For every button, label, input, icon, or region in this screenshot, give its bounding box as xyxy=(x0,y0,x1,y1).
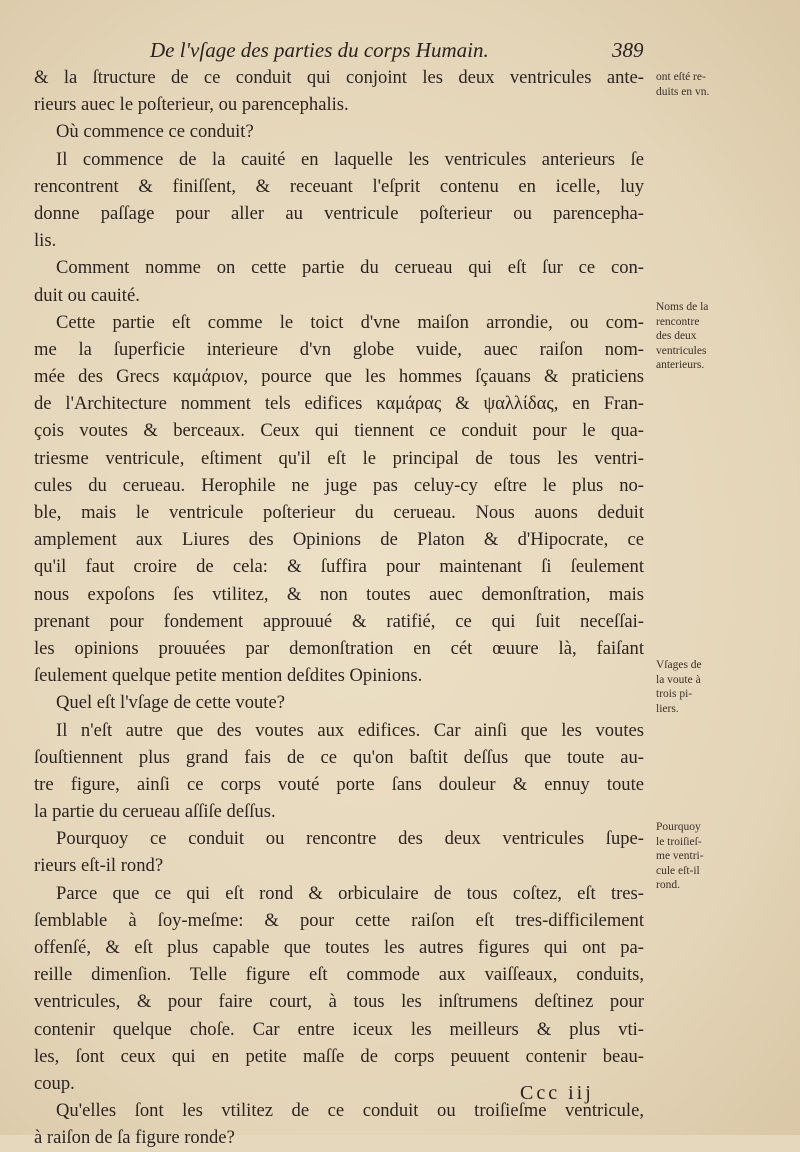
page-number: 389 xyxy=(612,38,644,62)
text-line: cules du cerueau. Herophile ne juge pas celuy-cy eſtre le plus no- xyxy=(34,474,644,496)
text-line: çois voutes & berceaux. Ceux qui tiennent ce conduit pour le qua- xyxy=(34,420,644,442)
text-line: amplement aux Liures des Opinions de Platon & d'Hipocrate, ce xyxy=(34,529,644,551)
text-line: offenſé, & eſt plus capable que toutes les autres figures qui ont pa- xyxy=(34,937,644,958)
text-line: Parce que ce qui eſt rond & orbiculaire de tous coſtez, eſt tres- xyxy=(56,882,644,904)
text-line: la partie du cerueau aſſiſe deſſus. xyxy=(34,801,276,823)
text-line: mée des Grecs καμάριον, pource que les hommes ſçauans & praticiens xyxy=(34,366,644,388)
text-line: ſeulement quelque petite mention deſdites Opinions. xyxy=(34,665,423,687)
margin-note-line: rencontre xyxy=(656,315,700,328)
margin-note-line: Noms de la xyxy=(656,301,709,313)
margin-note-line: trois pi- xyxy=(656,688,693,700)
text-line: nous expoſons ſes vtilitez, & non toutes auec demonſtration, mais xyxy=(34,583,644,605)
margin-note-line: Pourquoy xyxy=(656,821,701,833)
margin-note-1 xyxy=(656,70,766,99)
text-line: ſouſtiennent plus grand fais de ce qu'on baſtit deſſus que toute au- xyxy=(34,746,644,768)
text-line: Cette partie eſt comme le toict d'vne maiſon arrondie, ou com- xyxy=(56,311,644,333)
margin-note-line: rond. xyxy=(656,879,680,891)
signature-mark: Ccc iij xyxy=(520,1082,594,1104)
text-line: les, ſont ceux qui en petite maſſe de corps peuuent contenir beau- xyxy=(34,1045,644,1067)
text-line: coup. xyxy=(34,1072,75,1094)
margin-note-line: ventricules xyxy=(656,344,707,357)
margin-note-line: des deux xyxy=(656,330,697,342)
margin-note-line: la voute à xyxy=(656,673,701,686)
margin-note-line: le troiſieſ- xyxy=(656,835,702,848)
text-line: & la ſtructure de ce conduit qui conjoint les deux ventricules ante- xyxy=(34,67,644,88)
text-line: ventricules, & pour faire court, à tous les inſtrumens deſtinez pour xyxy=(34,991,644,1013)
text-line: Où commence ce conduit? xyxy=(56,121,254,143)
text-line: Comment nomme on cette partie du cerueau qui eſt ſur ce con- xyxy=(56,257,644,279)
text-line: Quel eſt l'vſage de cette voute? xyxy=(56,692,285,714)
text-line: me la ſuperficie interieure d'vn globe vuide, auec raiſon nom- xyxy=(34,338,644,360)
running-head: De l'vſage des parties du corps Humain. xyxy=(150,38,489,62)
margin-note-line: liers. xyxy=(656,702,679,715)
text-line: qu'il faut croire de cela: & ſuffira pour maintenant ſi ſeulement xyxy=(34,556,644,578)
text-line: ble, mais le ventricule poſterieur du cerueau. Nous auons deduit xyxy=(34,502,644,523)
margin-note-line: me ventri- xyxy=(656,850,704,862)
text-line: reille dimenſion. Telle figure eſt commode aux vaiſſeaux, conduits, xyxy=(34,964,644,986)
text-line: rencontrent & finiſſent, & receuant l'eſprit contenu en icelle, luy xyxy=(34,175,644,197)
text-line: de l'Architecture nomment tels edifices καμάρας & ψαλλίδας, en Fran- xyxy=(34,393,644,415)
text-line: rieurs eſt-il rond? xyxy=(34,855,164,877)
text-line: Il commence de la cauité en laquelle les ventricules anterieurs ſe xyxy=(56,148,644,170)
text-line: Qu'elles ſont les vtilitez de ce conduit ou troiſieſme ventricule, xyxy=(56,1100,644,1122)
text-line: ſemblable à ſoy-meſme: & pour cette raiſon eſt tres-difficilement xyxy=(34,909,644,931)
text-line: triesme ventricule, eſtiment qu'il eſt le principal de tous les ventri- xyxy=(34,447,644,469)
text-line: tre figure, ainſi ce corps vouté porte ſans douleur & ennuy toute xyxy=(34,773,644,795)
margin-note-2 xyxy=(656,300,766,373)
text-line: à raiſon de ſa figure ronde? xyxy=(34,1127,235,1149)
body-text xyxy=(34,64,644,1152)
margin-note-4 xyxy=(656,820,766,893)
margin-note-line: duits en vn. xyxy=(656,85,710,98)
text-line: lis. xyxy=(34,230,57,252)
text-line: duit ou cauité. xyxy=(34,284,140,306)
text-line: donne paſſage pour aller au ventricule poſterieur ou parencepha- xyxy=(34,202,644,224)
text-line: prenant pour fondement approuué & ratifié, ce qui ſuit neceſſai- xyxy=(34,610,644,632)
text-line: rieurs auec le poſterieur, ou parencephalis. xyxy=(34,94,349,116)
margin-note-line: Vſages de xyxy=(656,659,702,671)
margin-note-3 xyxy=(656,658,766,716)
margin-note-line: cule eſt-il xyxy=(656,864,700,877)
text-line: contenir quelque choſe. Car entre iceux les meilleurs & plus vti- xyxy=(34,1018,644,1040)
margin-note-line: anterieurs. xyxy=(656,359,705,371)
text-line: les opinions prouuées par demonſtration en cét œuure là, faiſant xyxy=(34,637,644,659)
text-line: Pourquoy ce conduit ou rencontre des deux ventricules ſupe- xyxy=(56,828,644,850)
text-line: Il n'eſt autre que des voutes aux edifices. Car ainſi que les voutes xyxy=(56,719,644,741)
margin-note-line: ont eſté re- xyxy=(656,71,706,83)
